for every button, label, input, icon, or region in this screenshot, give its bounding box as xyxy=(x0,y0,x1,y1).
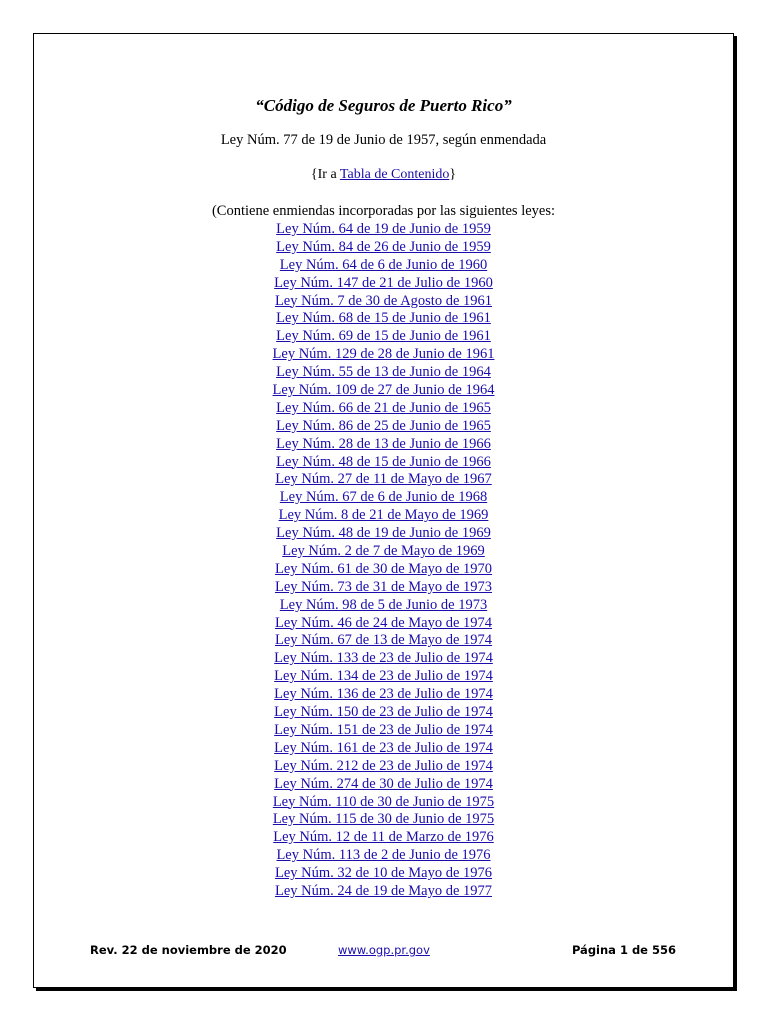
revision-date: Rev. 22 de noviembre de 2020 xyxy=(90,943,287,957)
amendment-item xyxy=(34,847,733,865)
toc-link[interactable]: Tabla de Contenido xyxy=(339,167,450,182)
amendment-link[interactable]: Ley Núm. 133 de 23 de Julio de 1974 xyxy=(274,650,493,667)
amendment-item xyxy=(34,346,733,364)
amendment-link[interactable]: Ley Núm. 28 de 13 de Junio de 1966 xyxy=(276,435,491,452)
amendment-link[interactable]: Ley Núm. 86 de 25 de Junio de 1965 xyxy=(276,417,491,434)
amendment-link[interactable]: Ley Núm. 8 de 21 de Mayo de 1969 xyxy=(278,507,489,524)
amendment-link[interactable]: Ley Núm. 68 de 15 de Junio de 1961 xyxy=(276,310,491,327)
amendment-item xyxy=(34,257,733,275)
amendment-item xyxy=(34,615,733,633)
amendment-link[interactable]: Ley Núm. 134 de 23 de Julio de 1974 xyxy=(274,668,493,685)
amendment-link[interactable]: Ley Núm. 274 de 30 de Julio de 1974 xyxy=(274,775,493,792)
amendment-link[interactable]: Ley Núm. 110 de 30 de Junio de 1975 xyxy=(272,793,495,810)
amendment-link[interactable]: Ley Núm. 136 de 23 de Julio de 1974 xyxy=(274,686,493,703)
amendment-link[interactable]: Ley Núm. 48 de 15 de Junio de 1966 xyxy=(276,453,491,470)
amendment-item xyxy=(34,722,733,740)
amendment-item xyxy=(34,293,733,311)
amendment-link[interactable]: Ley Núm. 61 de 30 de Mayo de 1970 xyxy=(274,560,493,577)
page-number: Página 1 de 556 xyxy=(571,943,676,957)
amendment-link[interactable]: Ley Núm. 109 de 27 de Junio de 1964 xyxy=(272,382,495,399)
amendment-link[interactable]: Ley Núm. 212 de 23 de Julio de 1974 xyxy=(274,757,493,774)
amendment-item xyxy=(34,794,733,812)
amendments-intro: (Contiene enmiendas incorporadas por las siguientes leyes: xyxy=(211,203,556,219)
amendment-link[interactable]: Ley Núm. 64 de 6 de Junio de 1960 xyxy=(279,256,488,273)
amendment-link[interactable]: Ley Núm. 48 de 19 de Junio de 1969 xyxy=(276,525,491,542)
amendment-link[interactable]: Ley Núm. 150 de 23 de Julio de 1974 xyxy=(274,704,493,721)
amendment-link[interactable]: Ley Núm. 46 de 24 de Mayo de 1974 xyxy=(274,614,493,631)
amendment-item xyxy=(34,525,733,543)
amendment-item xyxy=(34,239,733,257)
amendment-item xyxy=(34,471,733,489)
goto-toc-line xyxy=(34,167,733,183)
amendment-item xyxy=(34,704,733,722)
amendment-item xyxy=(34,543,733,561)
goto-suffix: } xyxy=(449,167,457,182)
amendment-item xyxy=(34,561,733,579)
amendment-link[interactable]: Ley Núm. 147 de 21 de Julio de 1960 xyxy=(274,274,493,291)
amendment-link[interactable]: Ley Núm. 161 de 23 de Julio de 1974 xyxy=(274,739,493,756)
amendment-item xyxy=(34,829,733,847)
amendment-link[interactable]: Ley Núm. 69 de 15 de Junio de 1961 xyxy=(276,328,491,345)
amendment-link[interactable]: Ley Núm. 12 de 11 de Marzo de 1976 xyxy=(273,829,494,846)
website-link[interactable]: www.ogp.pr.gov xyxy=(338,943,430,957)
amendment-item xyxy=(34,758,733,776)
amendment-item xyxy=(34,650,733,668)
amendments-list xyxy=(34,221,733,901)
amendment-link[interactable]: Ley Núm. 7 de 30 de Agosto de 1961 xyxy=(274,292,493,309)
amendment-link[interactable]: Ley Núm. 115 de 30 de Junio de 1975 xyxy=(272,811,495,828)
document-title: “Código de Seguros de Puerto Rico” xyxy=(255,96,512,115)
amendment-item xyxy=(34,454,733,472)
amendment-link[interactable]: Ley Núm. 24 de 19 de Mayo de 1977 xyxy=(274,882,493,899)
document-subtitle: Ley Núm. 77 de 19 de Junio de 1957, según enmendada xyxy=(220,132,547,148)
amendment-link[interactable]: Ley Núm. 98 de 5 de Junio de 1973 xyxy=(279,596,488,613)
amendment-item xyxy=(34,364,733,382)
amendment-item xyxy=(34,883,733,901)
amendment-link[interactable]: Ley Núm. 73 de 31 de Mayo de 1973 xyxy=(274,578,493,595)
amendment-link[interactable]: Ley Núm. 67 de 6 de Junio de 1968 xyxy=(279,489,488,506)
amendment-link[interactable]: Ley Núm. 2 de 7 de Mayo de 1969 xyxy=(282,543,485,560)
amendment-link[interactable]: Ley Núm. 27 de 11 de Mayo de 1967 xyxy=(275,471,492,488)
amendment-link[interactable]: Ley Núm. 66 de 21 de Junio de 1965 xyxy=(276,399,491,416)
amendment-item xyxy=(34,740,733,758)
amendment-item xyxy=(34,418,733,436)
amendment-item xyxy=(34,776,733,794)
amendment-item xyxy=(34,579,733,597)
amendment-item xyxy=(34,275,733,293)
amendment-item xyxy=(34,865,733,883)
document-page xyxy=(33,33,734,988)
amendment-item xyxy=(34,668,733,686)
amendment-link[interactable]: Ley Núm. 84 de 26 de Junio de 1959 xyxy=(276,238,491,255)
amendment-item xyxy=(34,328,733,346)
amendment-item xyxy=(34,221,733,239)
amendment-item xyxy=(34,811,733,829)
goto-prefix: {Ir a xyxy=(310,167,340,182)
amendment-item xyxy=(34,310,733,328)
amendment-item xyxy=(34,597,733,615)
amendment-item xyxy=(34,686,733,704)
amendment-link[interactable]: Ley Núm. 129 de 28 de Junio de 1961 xyxy=(272,346,495,363)
amendment-item xyxy=(34,507,733,525)
amendment-item xyxy=(34,436,733,454)
amendment-item xyxy=(34,400,733,418)
amendment-link[interactable]: Ley Núm. 64 de 19 de Junio de 1959 xyxy=(276,221,491,237)
amendment-link[interactable]: Ley Núm. 113 de 2 de Junio de 1976 xyxy=(276,847,491,864)
amendment-link[interactable]: Ley Núm. 67 de 13 de Mayo de 1974 xyxy=(274,632,493,649)
amendment-item xyxy=(34,489,733,507)
amendment-link[interactable]: Ley Núm. 55 de 13 de Junio de 1964 xyxy=(276,364,491,381)
amendment-item xyxy=(34,632,733,650)
amendment-item xyxy=(34,382,733,400)
amendment-link[interactable]: Ley Núm. 32 de 10 de Mayo de 1976 xyxy=(274,865,493,882)
amendment-link[interactable]: Ley Núm. 151 de 23 de Julio de 1974 xyxy=(274,721,493,738)
